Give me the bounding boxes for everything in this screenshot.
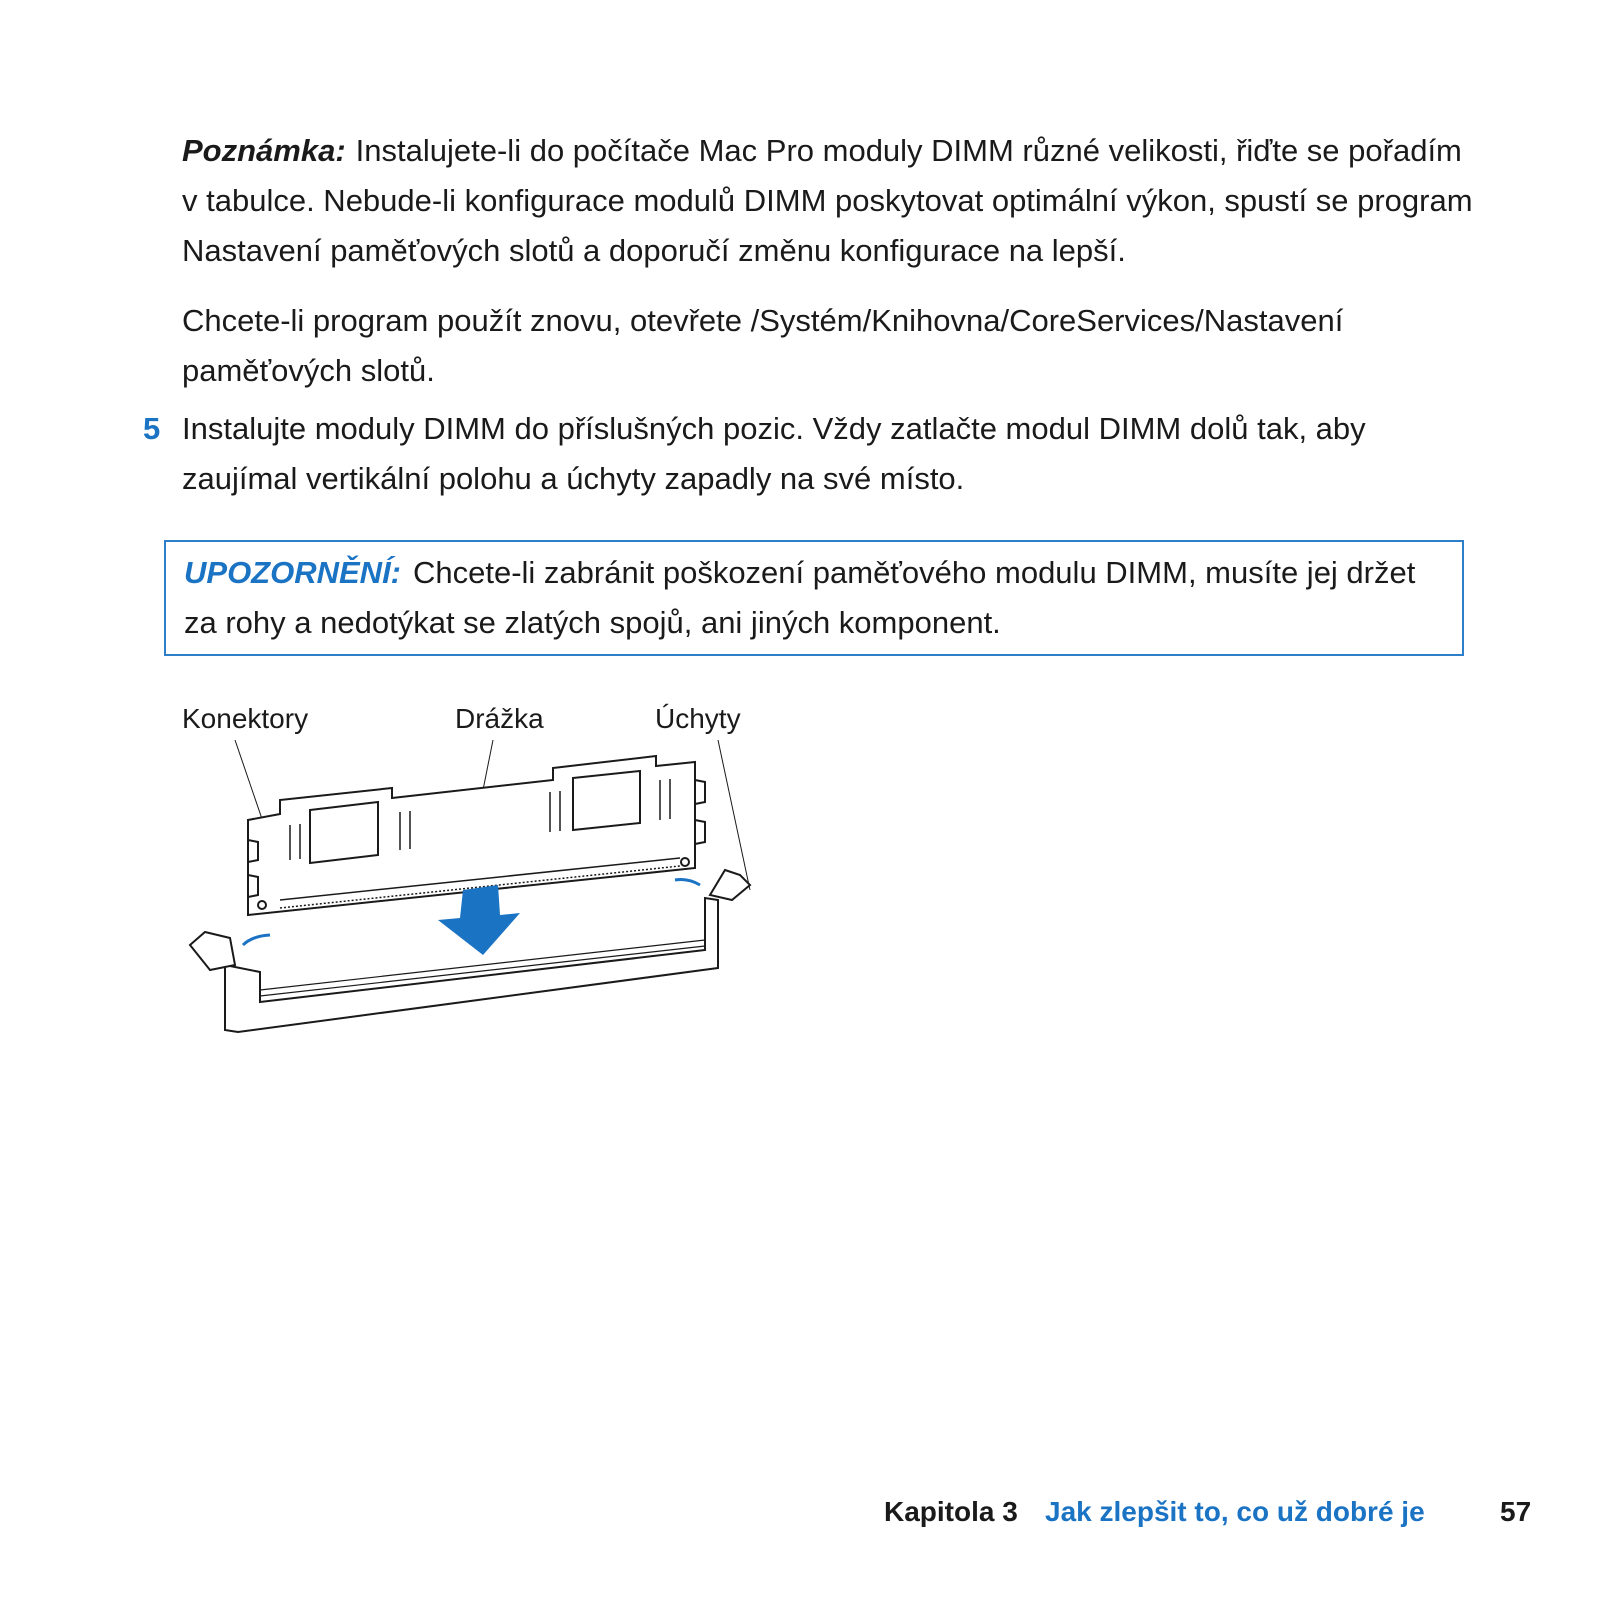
note-label: Poznámka: [182, 133, 346, 168]
step-text: Instalujte moduly DIMM do příslušných pozic. Vždy zatlačte modul DIMM dolů tak, aby zaujímal vertikální polohu a úchyty zapadly na své místo. [182, 411, 1366, 496]
page-number: 57 [1500, 1496, 1532, 1527]
path-paragraph: Chcete-li program použít znovu, otevřete /Systém/Knihovna/CoreServices/Nastavení paměťových slotů. [182, 303, 1344, 388]
note-text: Instalujete-li do počítače Mac Pro moduly DIMM různé velikosti, řiďte se pořadím v tabulce. Nebude-li konfigurace modulů DIMM poskytovat optimální výkon, spustí se program Nastavení paměťových slotů a doporučí změnu konfigurace na lepší. [182, 133, 1473, 268]
warning-label: UPOZORNĚNÍ: [184, 555, 401, 590]
step-number: 5 [143, 411, 161, 446]
dimm-installation-illustration [180, 740, 800, 1070]
callout-connectors: Konektory [182, 703, 309, 734]
footer-chapter: Kapitola 3 [884, 1496, 1018, 1527]
footer-chapter-title[interactable]: Jak zlepšit to, co už dobré je [1045, 1496, 1425, 1527]
callout-ejectors: Úchyty [655, 703, 741, 734]
callout-notch: Drážka [455, 703, 544, 734]
warning-text: Chcete-li zabránit poškození paměťového modulu DIMM, musíte jej držet za rohy a nedotýkat se zlatých spojů, ani jiných komponent. [184, 555, 1416, 640]
note-paragraph [182, 126, 1482, 276]
warning-box [164, 540, 1464, 656]
warning-paragraph [184, 548, 1434, 648]
insertion-arrow [438, 885, 520, 955]
